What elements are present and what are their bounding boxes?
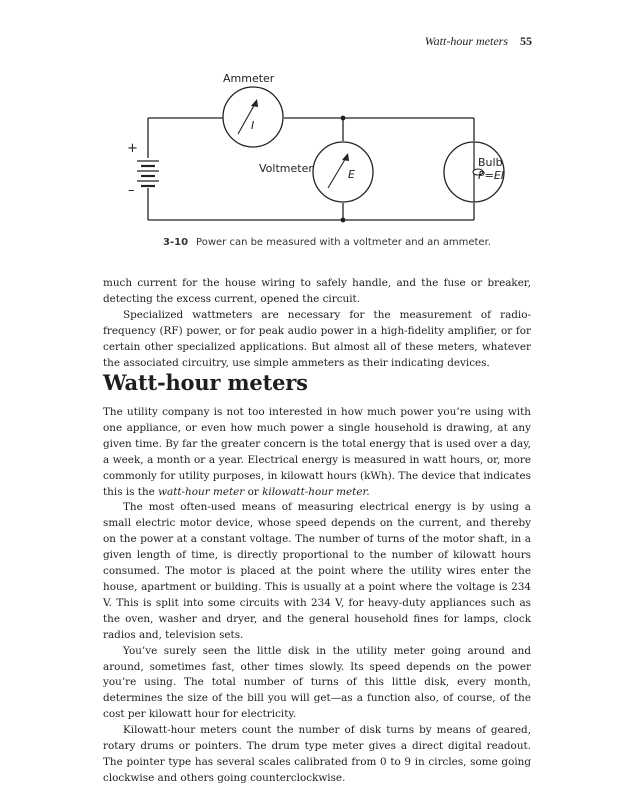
body-text-top [103,276,531,371]
circuit-diagram [0,60,627,235]
junction-dot-top [341,116,346,121]
bulb-formula: P=EI [478,169,505,182]
paragraph: much current for the house wiring to safely handle, and the fuse or breaker, detecting the excess current, opened the circuit. [103,277,531,305]
paragraph: You’ve surely seen the little disk in the utility meter going around and around, sometimes fast, other times slowly. Its speed depends on the power you’re using. The total number of turns of this little disk, every month, determines the size of the bill you will get—as a function also, of course, of the cost per kilowatt hour for electricity. [103,644,531,721]
ammeter-symbol [223,87,283,147]
figure-caption [163,237,491,248]
running-head [425,34,532,49]
figure-number: 3-10 [163,237,189,248]
paragraph-text: The utility company is not too interested in how much power you’re using with one appliance, or even how much power a single household is drawing, at any given time. By far the greater concern is the total energy that is used over a day, a week, a month or a year. Electrical energy is measured in watt hours, or, more commonly for utility purposes, in kilowatt hours (kWh). The device that indicates this is the [103,406,531,498]
running-head-title: Watt-hour meters [424,34,508,48]
body-text-section [103,405,531,787]
voltmeter-symbol [313,142,373,202]
junction-dot-bottom [341,218,346,223]
ammeter-label: Ammeter [223,72,275,85]
page-number: 55 [520,34,532,48]
paragraph: Specialized wattmeters are necessary for the measurement of radio-frequency (RF) power, or for peak audio power in a high-fidelity amplifier, or for certain other specialized applications. But almost all of these meters, whatever the associated circuitry, use simple ammeters as their indicating devices. [103,308,531,369]
voltmeter-label: Voltmeter [259,162,313,175]
term-kilowatt-hour-meter: kilowatt-hour meter. [262,485,370,498]
minus-sign: – [128,183,135,198]
plus-sign: + [127,141,138,156]
paragraph: The most often-used means of measuring electrical energy is by using a small electric motor device, whose speed depends on the current, and thereby on the power at a constant voltage. The number of turns of the motor shaft, in a given length of time, is directly proportional to the number of kilowatt hours consumed. The motor is placed at the point where the utility wires enter the house, apartment or building. This is usually at a point where the voltage is 234 V. This is split into some circuits with 234 V, for heavy-duty appliances such as the oven, washer and dryer, and the general household fines for lamps, clock radios and, television sets. [103,501,531,641]
ammeter-current-symbol: I [251,119,255,132]
paragraph [103,405,531,500]
paragraph: Kilowatt-hour meters count the number of disk turns by means of geared, rotary drums or pointers. The drum type meter gives a direct digital readout. The pointer type has several scales calibrated from 0 to 9 in circles, some going clockwise and others going counterclockwise. [103,724,531,784]
voltmeter-voltage-symbol: E [348,168,355,181]
battery-symbol [137,161,159,186]
section-heading: Watt-hour meters [103,370,308,395]
bulb-label: Bulb [478,156,503,169]
term-watt-hour-meter: watt-hour meter [158,485,245,498]
paragraph-text: or [244,485,263,498]
figure-caption-text: Power can be measured with a voltmeter and an ammeter. [196,237,491,248]
